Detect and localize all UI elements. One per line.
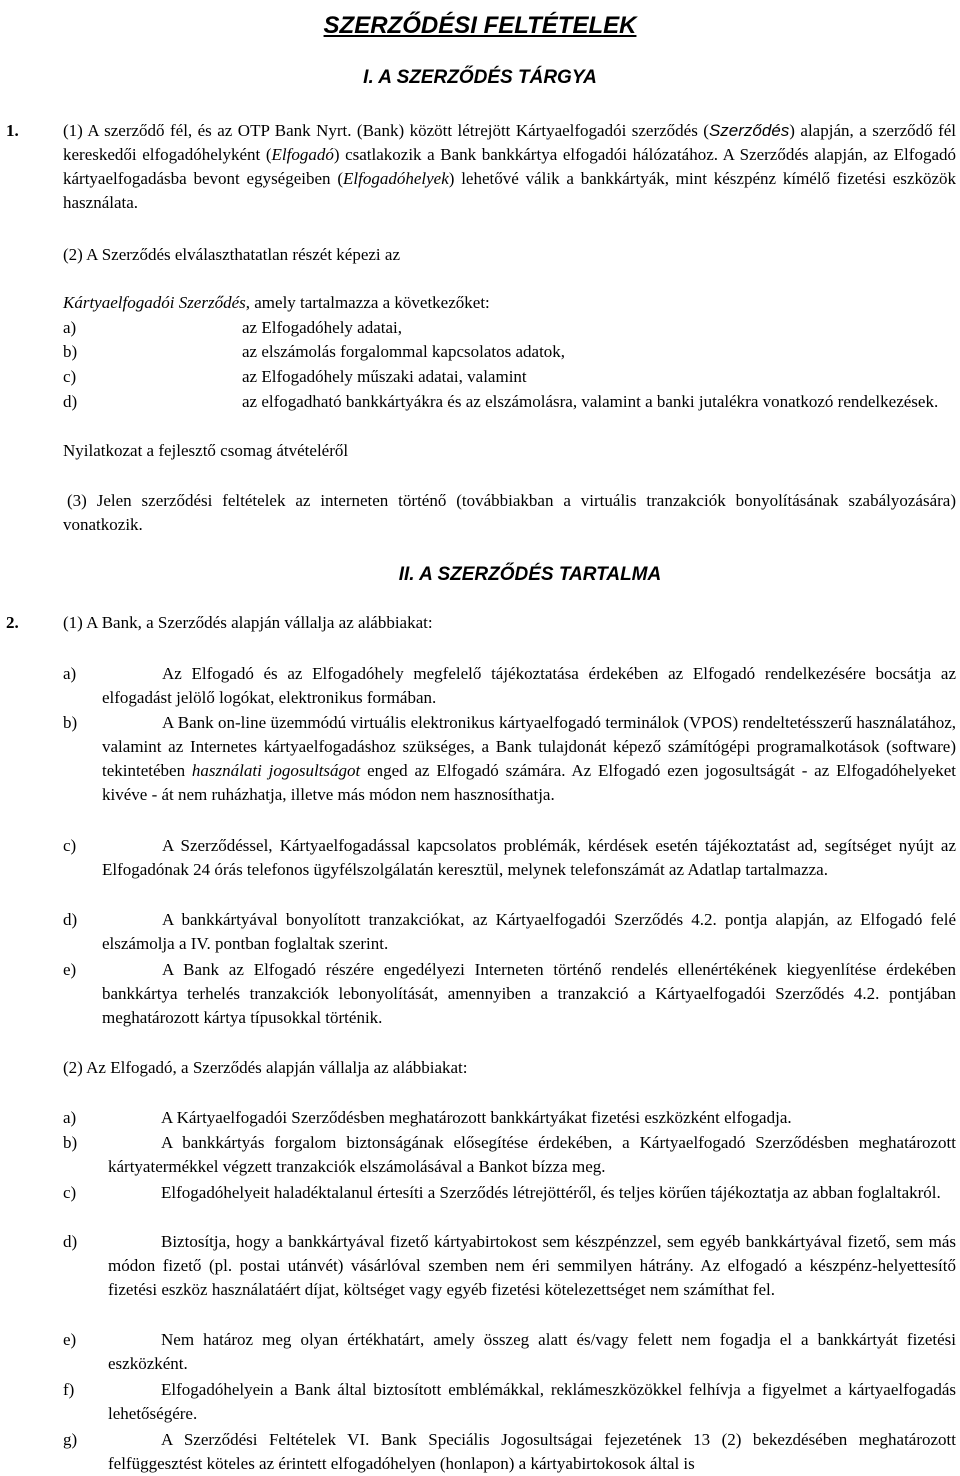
elfogado-obligation-item (63, 1378, 956, 1426)
item-text: A bankkártyás forgalom biztonságának elősegítése érdekében, a Kártyaelfogadó Szerződésben meghatározott kártyatermékkel végzett tranzakciók elszámolásával a Bankot bízza meg. (108, 1133, 956, 1176)
section-1-paragraph-2: (2) A Szerződés elválaszthatatlan részét képezi az (63, 245, 400, 264)
item-label: e) (63, 960, 77, 979)
item-text: A bankkártyával bonyolított tranzakciókat, az Kártyaelfogadói Szerződés 4.2. pontja alapján, az Elfogadó felé elszámolja a IV. pontban foglaltak szerint. (102, 910, 956, 953)
item-text: A Bank az Elfogadó részére engedélyezi Interneten történő rendelés ellenértékének kiegyenlítése érdekében bankkártya terhelés tranzakciók lebonyolítását, amennyiben a tranzakció a Kártyaelfogadói Szerződés 4.2. pontjában meghatározott kártya típusokkal történik. (102, 960, 956, 1027)
section-2-heading: II. A SZERZŐDÉS TARTALMA (398, 564, 662, 585)
item-text: Elfogadóhelyeit haladéktalanul értesíti a Szerződés létrejöttéről, és teljes körűen tájékoztatja az abban foglaltakról. (161, 1183, 941, 1202)
bank-obligation-item (63, 834, 956, 882)
elfogado-obligation-item (63, 1106, 956, 1130)
item-label: d) (63, 910, 78, 929)
elfogado-obligation-item (63, 1328, 956, 1376)
bank-obligation-item (63, 958, 956, 1030)
elfogado-obligation-item (63, 1230, 956, 1302)
section-1-heading: I. A SZERZŐDÉS TÁRGYA (363, 67, 597, 88)
list-item-label: d) (63, 392, 78, 411)
list-item-label: b) (63, 342, 78, 361)
item-text: A Bank on-line üzemmódú virtuális elektronikus kártyaelfogadó terminálok (VPOS) rendeltetésszerű használatához, valamint az Internetes kártyaelfogadáshoz szükséges, a Bank tulajdonát képező számítógépi programalkotások (software) tekintetében használati jogosultságot enged az Elfogadó számára. Az Elfogadó ezen jogosultságát - az Elfogadóhelyeket kivéve - át nem ruházhatja, illetve más módon nem hasznosíthatja. (102, 713, 956, 804)
nyilatkozat-line: Nyilatkozat a fejlesztő csomag átvételéről (63, 441, 349, 460)
elfogado-obligation-item (63, 1181, 956, 1205)
list-item-text: az Elfogadóhely műszaki adatai, valamint (242, 367, 527, 386)
item-label: a) (63, 1108, 77, 1127)
section-1-paragraph-1: (1) A szerződő fél, és az OTP Bank Nyrt. (Bank) között létrejött Kártyaelfogadói szerződés (Szerződés) alapján, a szerződő fél kereskedői elfogadóhelyként (Elfogadó) csatlakozik a Bank bankkártya elfogadói hálózatához. A Szerződés alapján, az Elfogadó kártyaelfogadásba bevont egységeiben (Elfogadóhelyek) lehetővé válik a bankkártyák, mint készpénz kímélő fizetési eszközök használata. (63, 121, 956, 212)
item-label: f) (63, 1380, 75, 1399)
section-2-paragraph-2: (2) Az Elfogadó, a Szerződés alapján vállalja az alábbiakat: (63, 1058, 468, 1077)
list-item-text: az elszámolás forgalommal kapcsolatos adatok, (242, 342, 566, 361)
item-label: c) (63, 836, 77, 855)
bank-obligation-item (63, 908, 956, 956)
bank-obligation-item (63, 711, 956, 807)
item-text: Biztosítja, hogy a bankkártyával fizető kártyabirtokost sem készpénzzel, sem egyéb bankkártyával fizető, sem más módon fizető (pl. postai utánvét) vásárlóval szemben nem éri semmilyen hátrány. Az elfogadó a készpénz-helyettesítő fizetési eszköz használatáért díjat, költséget vagy egyéb fizetési kötelezettséget nem számíthat fel. (108, 1232, 956, 1299)
list-item-text: az elfogadható bankkártyákra és az elszámolásra, valamint a banki jutalékra vonatkozó rendelkezések. (242, 392, 939, 411)
section-1-number: 1. (6, 121, 19, 140)
item-text: A Kártyaelfogadói Szerződésben meghatározott bankkártyákat fizetési eszközként elfogadja. (161, 1108, 792, 1127)
item-text: Elfogadóhelyein a Bank által biztosított emblémákkal, reklámeszközökkel felhívja a figyelmet a kártyaelfogadás lehetőségére. (108, 1380, 956, 1423)
list-intro: Kártyaelfogadói Szerződés, amely tartalmazza a következőket: (63, 293, 490, 312)
item-label: b) (63, 1133, 78, 1152)
item-text: A Szerződéssel, Kártyaelfogadással kapcsolatos problémák, kérdések esetén tájékoztatást ad, segítséget nyújt az Elfogadónak 24 órás telefonos ügyfélszolgálatán keresztül, melynek telefonszámát az Adatlap tartalmazza. (102, 836, 956, 879)
item-label: c) (63, 1183, 77, 1202)
item-label: e) (63, 1330, 77, 1349)
document-title: SZERZŐDÉSI FELTÉTELEK (323, 12, 637, 39)
list-item-text: az Elfogadóhely adatai, (242, 318, 403, 337)
item-label: g) (63, 1430, 78, 1449)
item-label: a) (63, 664, 77, 683)
item-label: b) (63, 713, 78, 732)
elfogado-obligation-item (63, 1428, 956, 1476)
section-2-paragraph-1: (1) A Bank, a Szerződés alapján vállalja az alábbiakat: (63, 613, 433, 632)
item-text: Nem határoz meg olyan értékhatárt, amely összeg alatt és/vagy felett nem fogadja el a bankkártyát fizetési eszközként. (108, 1330, 956, 1373)
list-item-label: c) (63, 367, 77, 386)
bank-obligation-item (63, 662, 956, 710)
item-text: A Szerződési Feltételek VI. Bank Speciális Jogosultságai fejezetének 13 (2) bekezdésében meghatározott felfüggesztést köteles az érintett elfogadóhelyen (honlapon) a kártyabirtokosok által is (108, 1430, 956, 1473)
section-1-paragraph-3: (3) Jelen szerződési feltételek az interneten történő (továbbiakban a virtuális tranzakciók bonyolításának szabályozására) vonatkozik. (63, 491, 956, 534)
elfogado-obligation-item (63, 1131, 956, 1179)
list-item-label: a) (63, 318, 77, 337)
item-label: d) (63, 1232, 78, 1251)
section-2-number: 2. (6, 613, 19, 632)
item-text: Az Elfogadó és az Elfogadóhely megfelelő tájékoztatása érdekében az Elfogadó rendelkezésére bocsátja az elfogadást jelölő logókat, elektronikus formában. (102, 664, 956, 707)
